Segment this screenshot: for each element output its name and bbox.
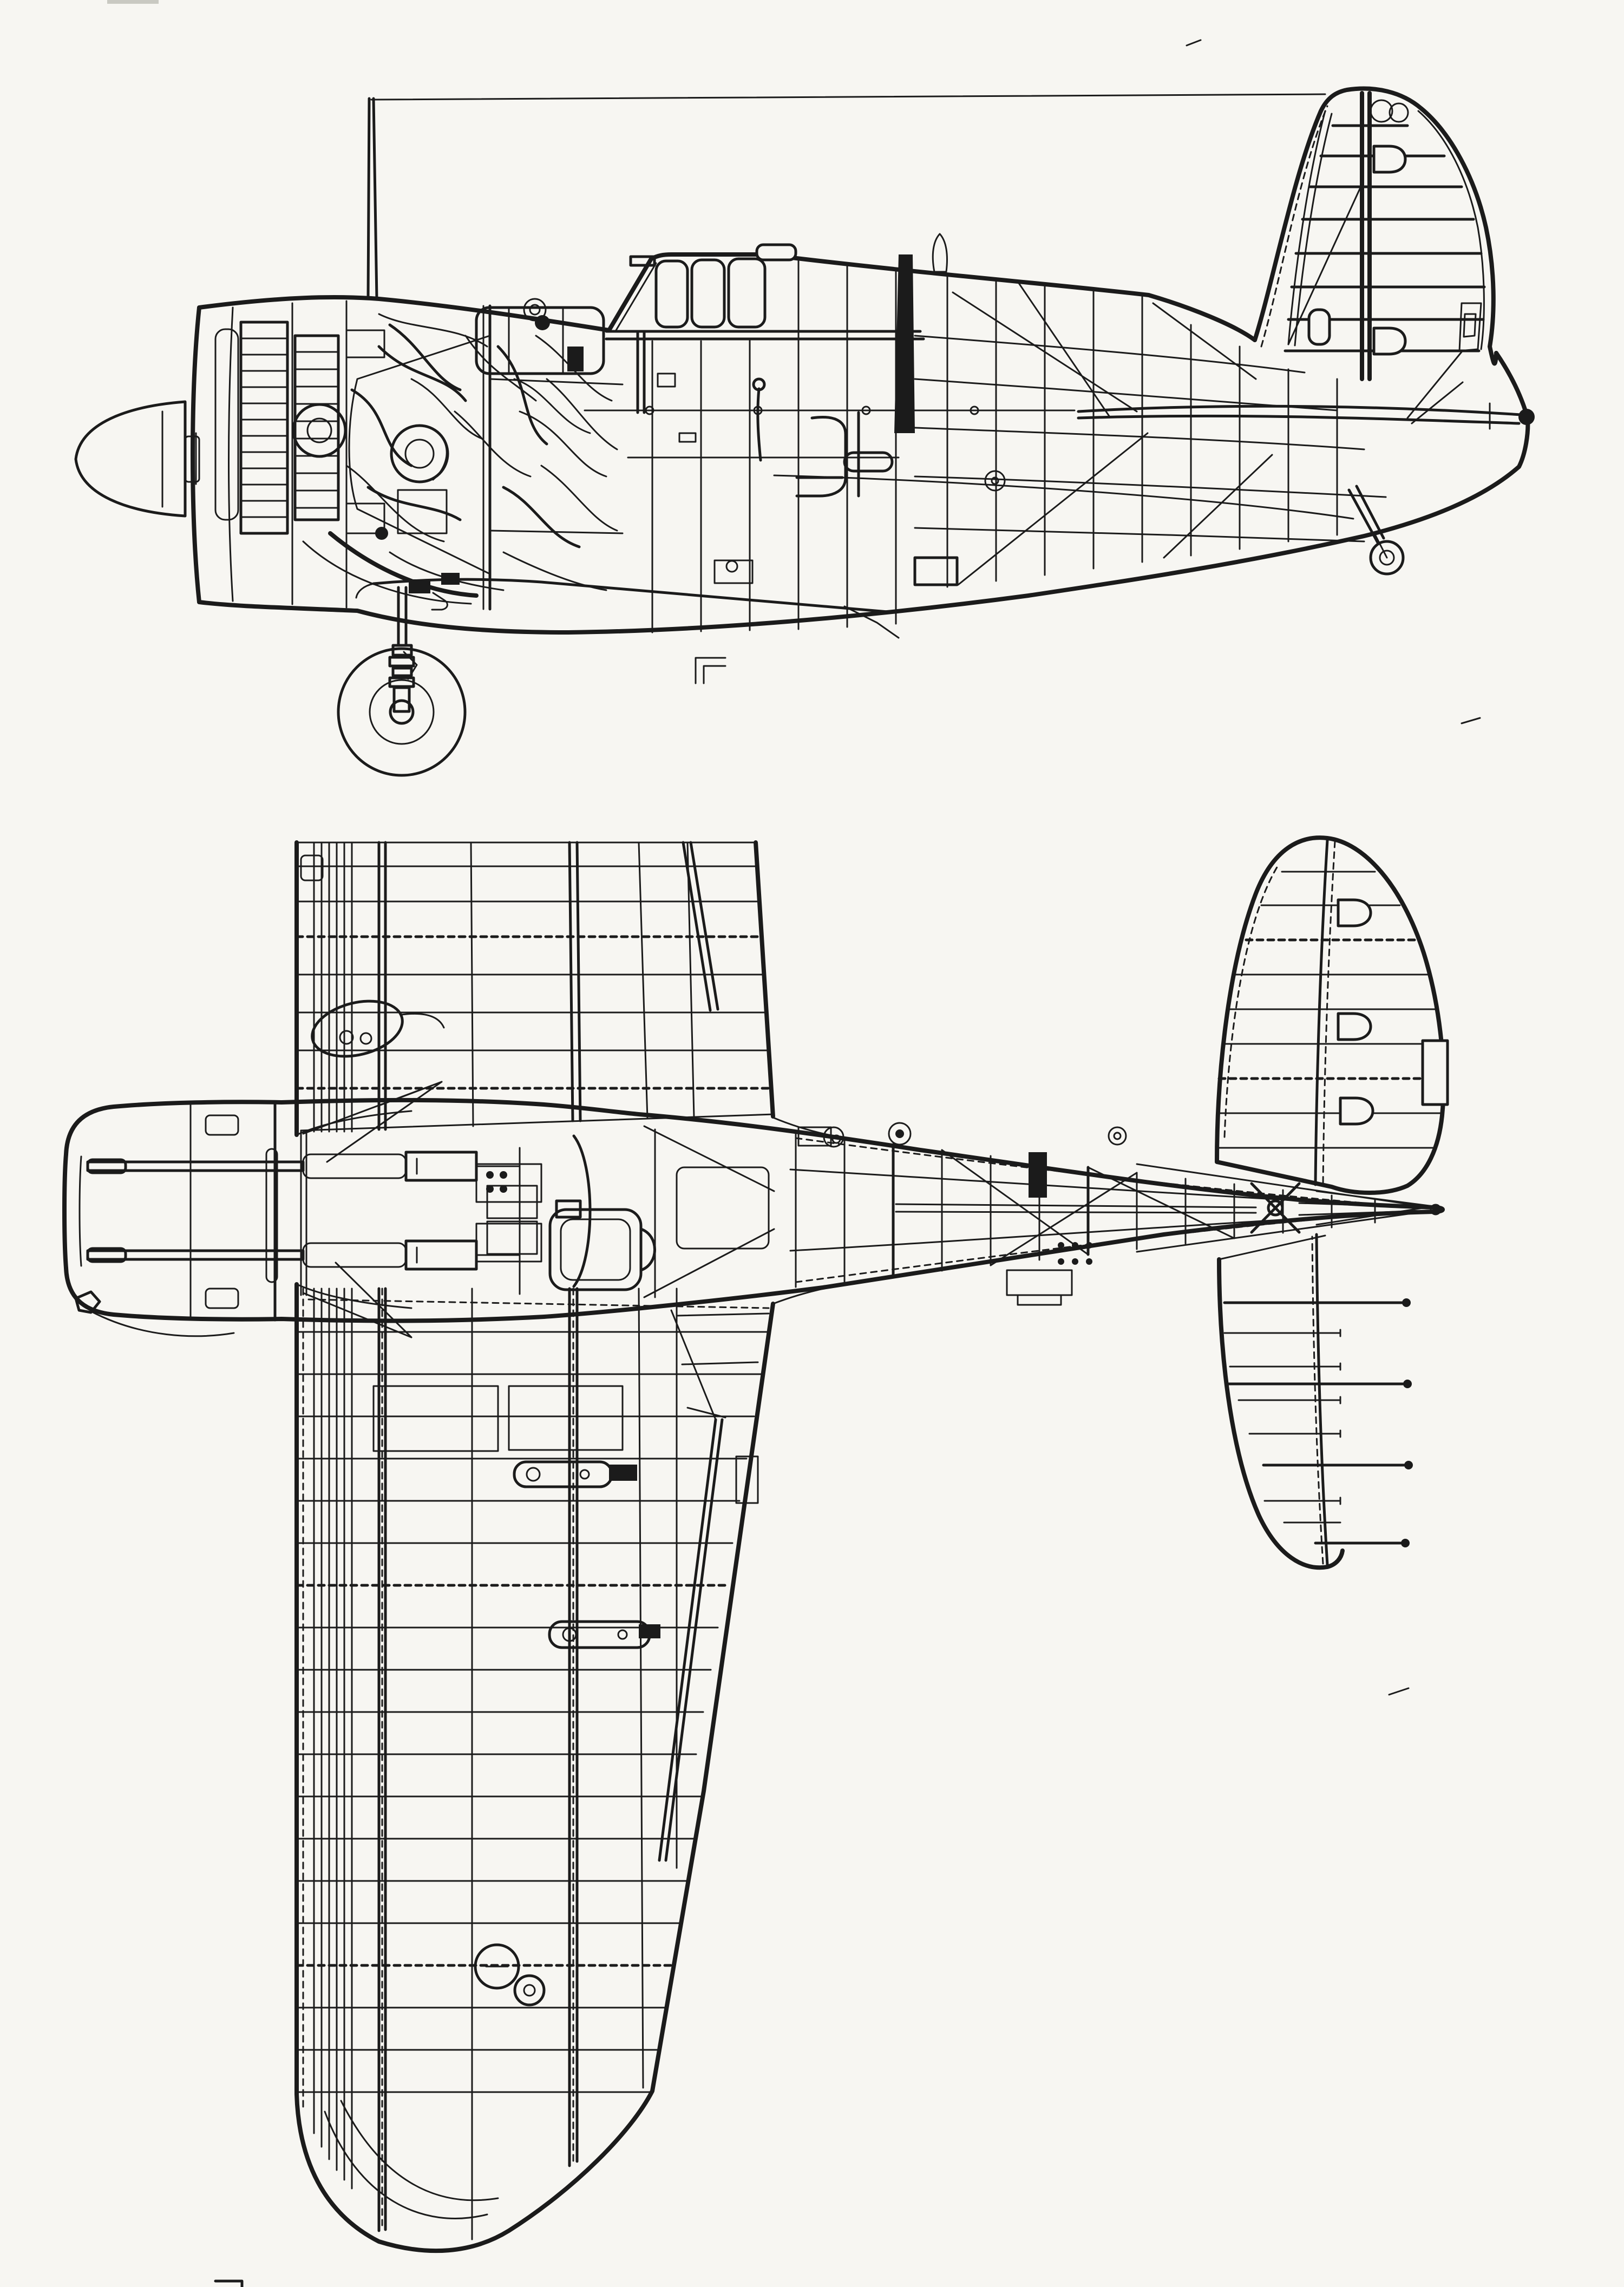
- canopy-pane: [692, 260, 724, 327]
- stray-dash: [1462, 718, 1480, 723]
- machine-guns: [76, 1082, 537, 1337]
- port-wing-ribs: [297, 1332, 768, 2092]
- control-column: [758, 389, 761, 460]
- starboard-aileron-hinge: [683, 842, 718, 1010]
- elevator-hinge-cutout: [1338, 900, 1371, 926]
- plan-view-cutaway: [64, 838, 1448, 2251]
- top-edge-print-fragment: [107, 0, 159, 4]
- battery-box: [915, 558, 957, 585]
- engine-cylinders: [241, 322, 338, 533]
- main-landing-gear: [338, 587, 465, 775]
- aft-glazing: [933, 234, 947, 272]
- cockpit-interior: [476, 257, 1005, 585]
- oil-tank: [215, 329, 238, 520]
- fuselage-tank-plan: [677, 1167, 769, 1249]
- fuselage-frames: [585, 260, 1386, 632]
- ammo-box: [487, 1221, 537, 1254]
- headrest-plan: [641, 1229, 655, 1270]
- elevator-hinge-cutout: [1338, 1014, 1371, 1040]
- port-tailplane: [1219, 1234, 1413, 1567]
- side-view-cutaway: [76, 89, 1535, 775]
- exhaust-collector: [330, 533, 476, 596]
- stray-dash: [1389, 1688, 1409, 1695]
- stray-tick: [1187, 40, 1201, 45]
- windscreen-arc: [574, 1136, 590, 1286]
- cropped-corner-box: [215, 2281, 242, 2287]
- gun-barrel: [88, 1251, 303, 1259]
- oxygen-bottle: [844, 453, 892, 471]
- fin-lightening-cutout: [1374, 146, 1405, 172]
- plan-fuselage-outline: [64, 1100, 1443, 1321]
- elevator-hinge-cutout: [1340, 1098, 1373, 1124]
- vertical-fin: [1255, 89, 1535, 425]
- elevator-hinge-knob: [1518, 409, 1535, 425]
- tailplane-trim-tab: [1423, 1041, 1448, 1105]
- gear-stowage: [374, 1386, 660, 1648]
- headrest-pad: [757, 245, 796, 260]
- canopy-pane: [729, 259, 765, 327]
- port-aileron-hinge: [659, 1420, 722, 1860]
- engine-piping: [346, 314, 617, 593]
- port-wing: [297, 1284, 773, 2251]
- propeller-spinner: [76, 402, 199, 516]
- fin-lightening-cutout: [1374, 328, 1405, 354]
- aerial-lead-in-strut: [894, 254, 915, 433]
- starboard-wing-truncated: [297, 842, 834, 1308]
- antenna-wire: [371, 94, 1325, 100]
- stray-scan-marks: [107, 0, 1480, 2287]
- engine-bay: [215, 314, 623, 604]
- cockpit-plan: [476, 1126, 843, 1297]
- tailplane-side: [1078, 352, 1521, 429]
- starboard-tailplane: [1217, 838, 1448, 1193]
- pilot-seat-plan: [550, 1210, 641, 1290]
- elevator-linkage: [896, 1164, 1433, 1252]
- tail-wheel: [1349, 486, 1403, 574]
- canopy-pane: [656, 261, 687, 327]
- gun-barrel: [88, 1162, 303, 1171]
- carb-intake-fairing: [306, 992, 444, 1065]
- inspection-hole: [515, 1976, 544, 2005]
- fin-access-panel: [1309, 310, 1330, 344]
